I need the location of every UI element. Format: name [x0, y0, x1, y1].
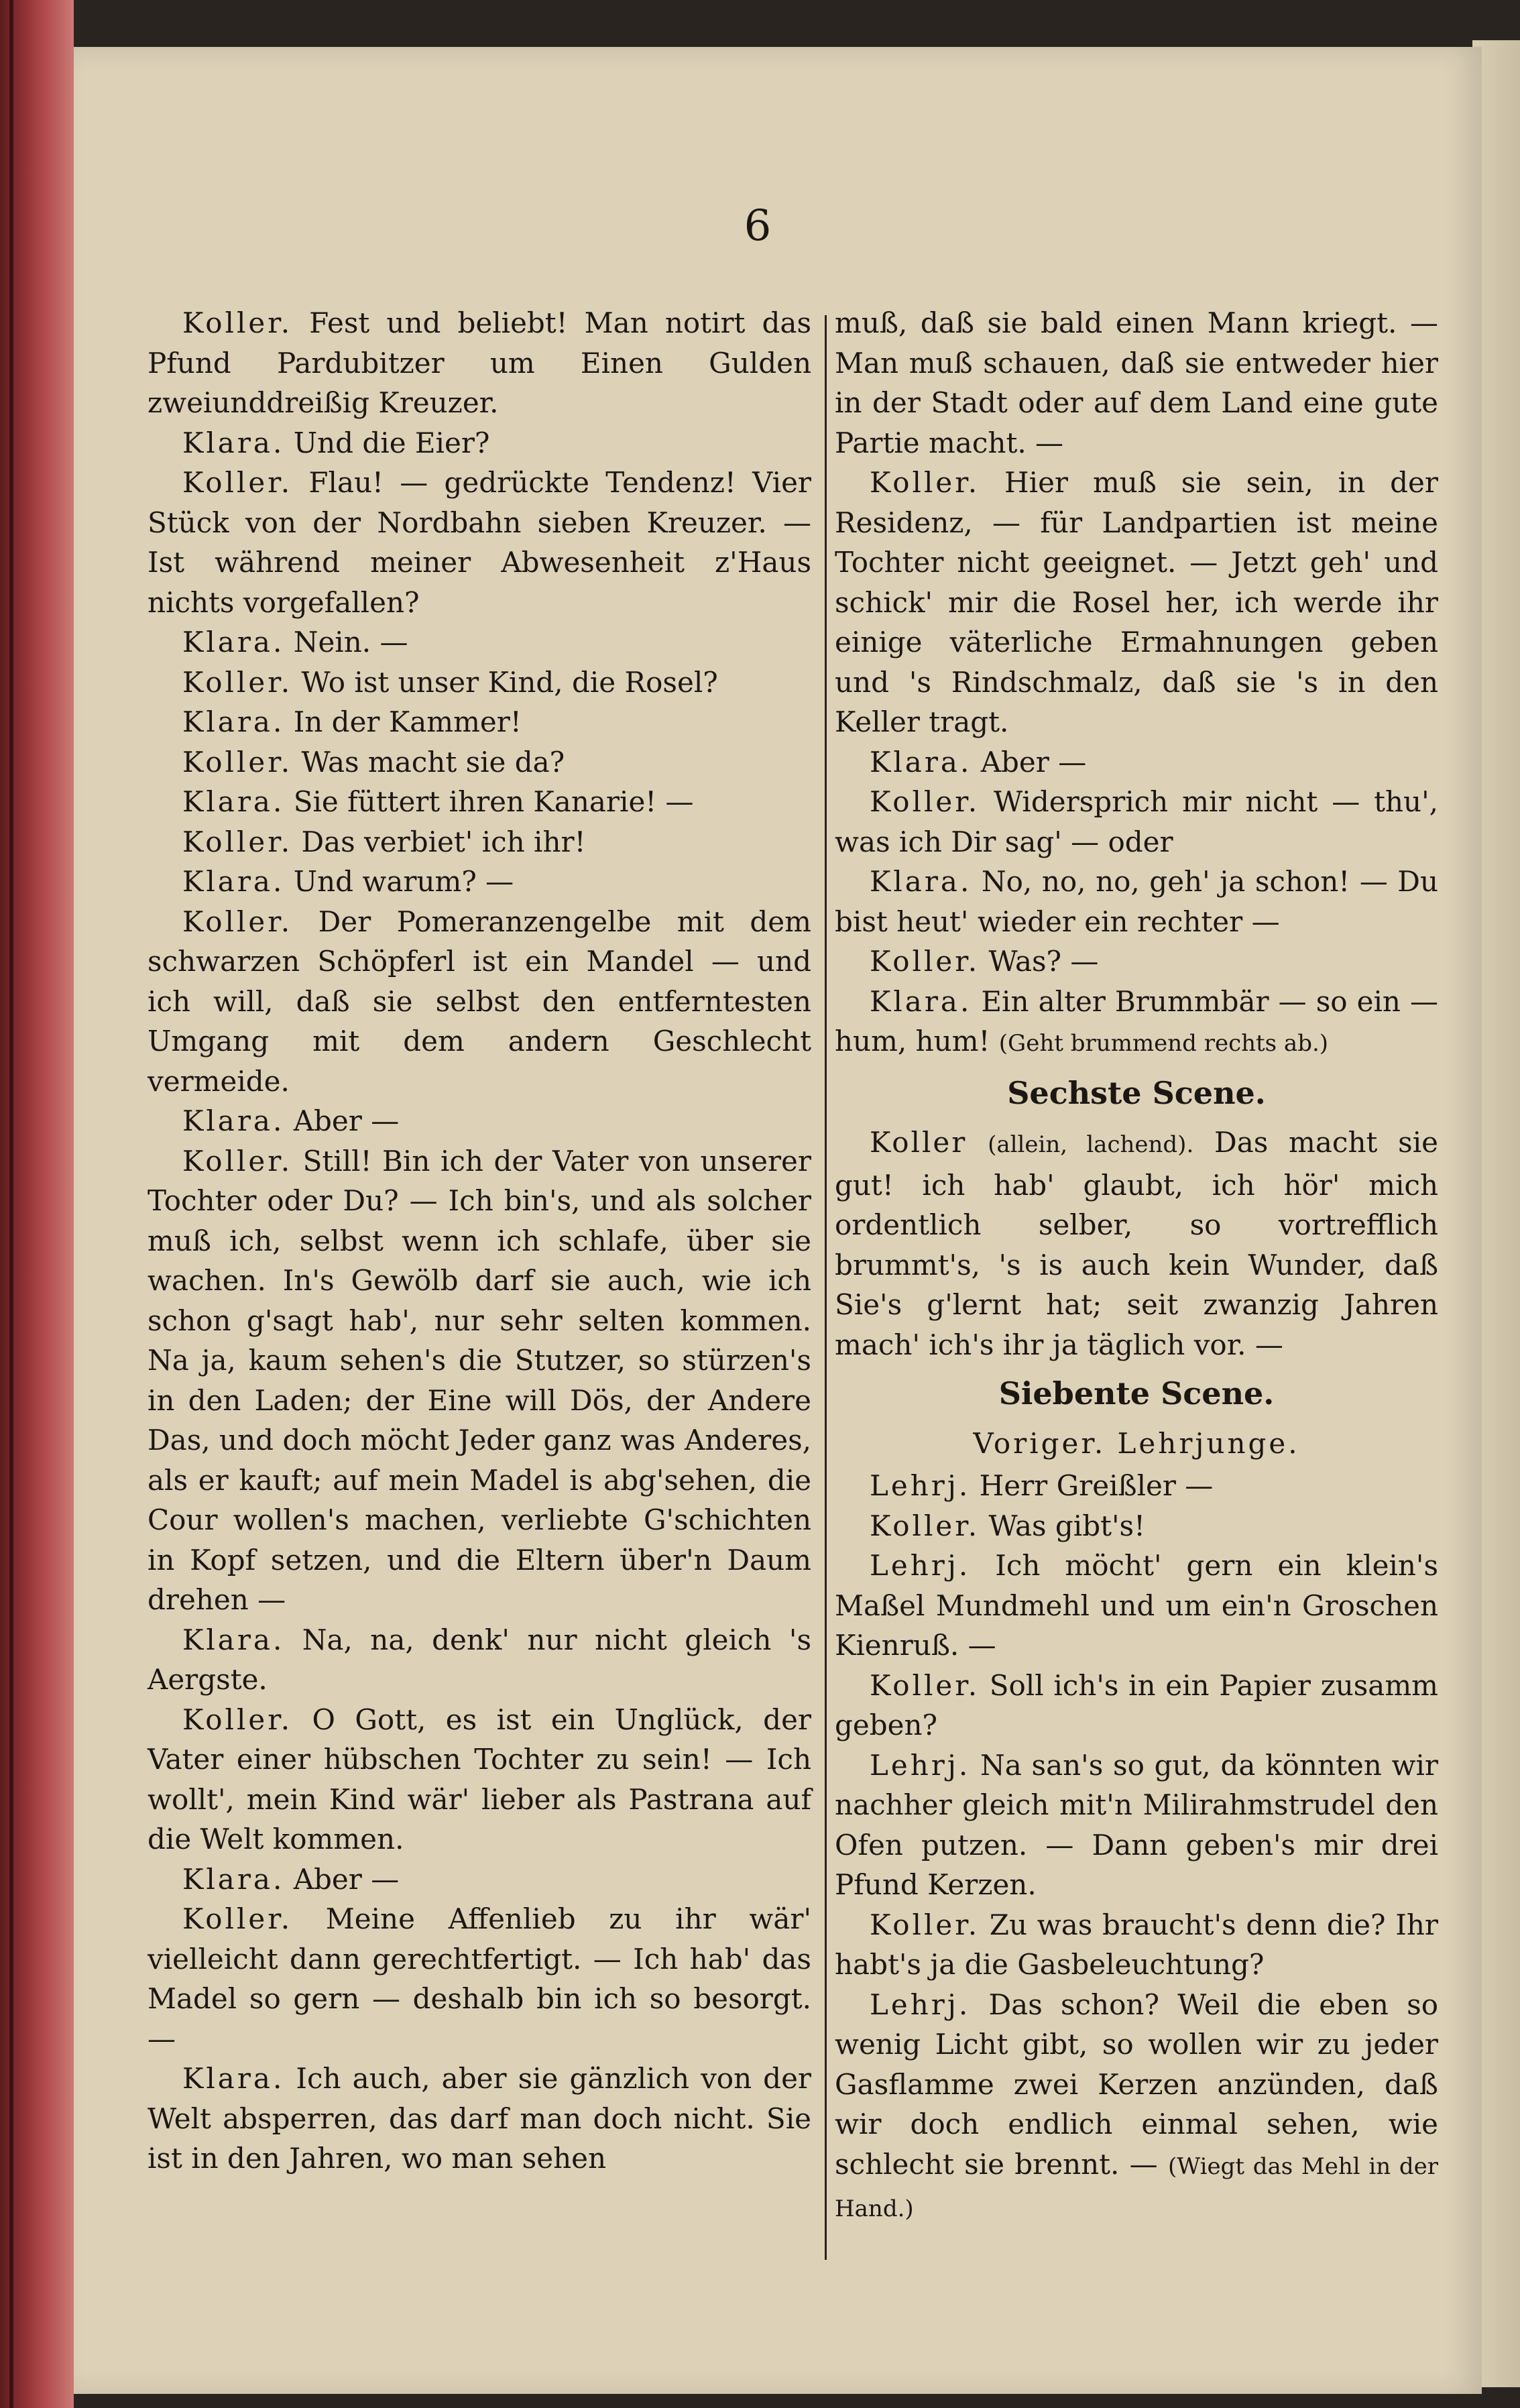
dialogue-paragraph: [148, 902, 811, 1102]
dialogue-paragraph: [148, 782, 811, 822]
dialogue-text: Ein alter Brummbär — so ein — hum, hum!: [835, 984, 1438, 1057]
speaker-name: Klara.: [182, 1104, 285, 1137]
dialogue-paragraph: [148, 1101, 811, 1141]
speaker-name: Lehrj.: [870, 1549, 971, 1582]
dialogue-paragraph: [148, 663, 811, 703]
dialogue-text: Soll ich's in ein Papier zusamm geben?: [835, 1668, 1438, 1741]
dialogue-paragraph: [835, 1985, 1438, 2230]
dialogue-paragraph: [148, 1141, 811, 1620]
dialogue-paragraph: [148, 423, 811, 463]
dialogue-text: Ich möcht' gern ein klein's Maßel Mundmehl und um ein'n Groschen Kienruß. —: [835, 1549, 1439, 1662]
left-text-column: [148, 303, 811, 2179]
dialogue-text: Nein. —: [293, 626, 408, 658]
dialogue-paragraph: [835, 941, 1438, 982]
speaker-name: Koller.: [182, 905, 293, 938]
speaker-name: Klara.: [182, 626, 285, 658]
speaker-name: Lehrj.: [870, 1469, 971, 1502]
dialogue-paragraph: [148, 702, 811, 742]
speaker-name: Klara.: [182, 785, 285, 818]
dialogue-text: No, no, no, geh' ja schon! — Du bist heut' wieder ein rechter —: [835, 865, 1438, 938]
dialogue-paragraph: [835, 1546, 1438, 1666]
speaker-name: Koller.: [870, 1509, 980, 1542]
speaker-name: Koller.: [870, 945, 980, 978]
scene-heading: Sechste Scene.: [1007, 1074, 1266, 1111]
dialogue-text: Widersprich mir nicht — thu', was ich Dir sag' — oder: [835, 785, 1438, 858]
dialogue-paragraph: [148, 2059, 811, 2179]
stage-direction: (Wiegt das Mehl in der Hand.): [835, 2153, 1438, 2222]
book-spine-edge: [0, 0, 74, 2408]
speaker-name: Koller.: [870, 1668, 980, 1702]
speaker-name: Klara.: [182, 865, 285, 898]
dialogue-text: Und die Eier?: [293, 426, 490, 459]
dialogue-text: Flau! — gedrückte Tendenz! Vier Stück von der Nordbahn sieben Kreuzer. — Ist während meiner Abwesenheit z'Haus nichts vorgefallen?: [148, 466, 811, 619]
dialogue-paragraph: [148, 1899, 811, 2059]
dialogue-paragraph: [148, 303, 811, 423]
dialogue-paragraph: [148, 1859, 811, 1900]
dialogue-text: Der Pomeranzengelbe mit dem schwarzen Schöpferl ist ein Mandel — und ich will, daß sie selbst den entferntesten Umgang mit dem andern Geschlecht vermeide.: [148, 905, 811, 1098]
stage-direction: (allein, lachend).: [988, 1131, 1194, 1158]
dialogue-paragraph: [835, 1506, 1438, 1546]
dialogue-text: Und warum? —: [293, 865, 514, 898]
dialogue-paragraph: [148, 463, 811, 622]
speaker-name: Koller.: [182, 745, 293, 779]
speaker-name: Lehrj.: [870, 1748, 971, 1782]
dialogue-text: Still! Bin ich der Vater von unserer Tochter oder Du? — Ich bin's, und als solcher muß ich, selbst wenn ich schlafe, über sie wachen. In's Gewölb darf sie auch, wie ich schon g'sagt hab', nur sehr selten kommen. Na ja, kaum sehen's die Stutzer, so stürzen's in den Laden; der Eine will Dös, der Andere Das, und doch möcht Jeder ganz was Anderes, als er kauft; auf mein Madel is abg'sehen, die Cour wollen's machen, verliebte G'schichten in Kopf setzen, und die Eltern über'n Daum drehen —: [148, 1144, 811, 1616]
dialogue-text: Das schon? Weil die eben so wenig Licht gibt, so wollen wir zu jeder Gasflamme zwei Kerzen anzünden, daß wir doch endlich einmal sehen, wie schlecht sie brennt. —: [835, 1988, 1438, 2181]
dialogue-text: Das verbiet' ich ihr!: [301, 825, 586, 858]
scene-characters: Voriger. Lehrjunge.: [973, 1426, 1300, 1460]
dialogue-text: Was macht sie da?: [301, 745, 565, 779]
page-number: 6: [744, 201, 772, 251]
dialogue-text: Aber —: [293, 1104, 400, 1137]
dialogue-paragraph: [148, 1700, 811, 1859]
dialogue-text: Fest und beliebt! Man notirt das Pfund Pardubitzer um Einen Gulden zweiunddreißig Kreuzer.: [148, 306, 811, 419]
dialogue-text: O Gott, es ist ein Unglück, der Vater einer hübschen Tochter zu sein! — Ich wollt', mein Kind wär' lieber als Pastrana auf die Welt kommen.: [148, 1703, 812, 1855]
dialogue-text: muß, daß sie bald einen Mann kriegt. — Man muß schauen, daß sie entweder hier in der Stadt oder auf dem Land eine gute Partie macht. —: [835, 306, 1438, 459]
dialogue-paragraph: [835, 742, 1438, 783]
dialogue-text: Aber —: [293, 1862, 400, 1896]
speaker-name: Koller.: [870, 785, 980, 818]
speaker-name: Klara.: [182, 2062, 285, 2095]
dialogue-text: Zu was braucht's denn die? Ihr habt's ja die Gasbeleuchtung?: [835, 1908, 1438, 1981]
speaker-name: Lehrj.: [870, 1988, 971, 2021]
speaker-name: Koller.: [182, 665, 293, 699]
dialogue-text: Wo ist unser Kind, die Rosel?: [301, 665, 718, 699]
dialogue-paragraph: [835, 1905, 1438, 1985]
speaker-name: Koller.: [182, 466, 293, 499]
dialogue-text: Das macht sie gut! ich hab' glaubt, ich hör' mich ordentlich selber, so vortrefflich brummt's, 's is auch kein Wunder, daß Sie's g'lernt hat; seit zwanzig Jahren mach' ich's ihr ja täglich vor. —: [835, 1126, 1438, 1361]
dialogue-paragraph: [148, 862, 811, 902]
dialogue-text: Was? —: [988, 945, 1099, 978]
column-divider: [825, 315, 827, 2260]
dialogue-paragraph: [835, 782, 1438, 862]
speaker-name: Koller.: [182, 306, 293, 339]
dialogue-text: Na san's so gut, da könnten wir nachher gleich mit'n Milirahmstrudel den Ofen putzen. — Dann geben's mir drei Pfund Kerzen.: [835, 1748, 1438, 1901]
dialogue-paragraph: [835, 982, 1438, 1064]
dialogue-paragraph: [835, 1745, 1438, 1905]
right-text-column: [835, 303, 1438, 2230]
speaker-name: Koller.: [182, 1902, 293, 1935]
dialogue-paragraph: [148, 1620, 811, 1700]
dialogue-paragraph: [835, 862, 1438, 941]
dialogue-paragraph: [148, 822, 811, 862]
dialogue-text: Ich auch, aber sie gänzlich von der Welt absperren, das darf man doch nicht. Sie ist in den Jahren, wo man sehen: [148, 2062, 811, 2175]
speaker-name: Koller: [870, 1126, 968, 1159]
speaker-name: Klara.: [870, 745, 972, 779]
dialogue-paragraph: [148, 742, 811, 783]
speaker-name: Koller.: [182, 1144, 293, 1178]
dialogue-text: Was gibt's!: [988, 1509, 1145, 1542]
dialogue-paragraph: [835, 463, 1438, 742]
dialogue-text: Sie füttert ihren Kanarie! —: [293, 785, 694, 818]
speaker-name: Koller.: [182, 1703, 293, 1736]
dialogue-text: Hier muß sie sein, in der Residenz, — für Landpartien ist meine Tochter nicht geeignet. — Jetzt geh' und schick' mir die Rosel her, ich werde ihr einige väterliche Ermahnungen geben und 's Rindschmalz, daß sie 's in den Keller tragt.: [835, 466, 1438, 738]
speaker-name: Klara.: [182, 705, 285, 738]
speaker-name: Klara.: [870, 984, 972, 1018]
dialogue-text: Na, na, denk' nur nicht gleich 's Aergste.: [148, 1623, 811, 1696]
speaker-name: Klara.: [182, 1623, 285, 1656]
dialogue-paragraph: [835, 1466, 1438, 1506]
stage-direction: (Geht brummend rechts ab.): [998, 1030, 1329, 1057]
dialogue-text: Herr Greißler —: [979, 1469, 1214, 1502]
speaker-name: Klara.: [182, 426, 285, 459]
dialogue-paragraph: [835, 1666, 1438, 1745]
speaker-name: Koller.: [870, 1908, 980, 1941]
dialogue-text: In der Kammer!: [293, 705, 522, 738]
scene-heading: Siebente Scene.: [998, 1375, 1275, 1412]
dialogue-text: Aber —: [980, 745, 1087, 779]
dialogue-paragraph: [148, 622, 811, 663]
dialogue-paragraph: [835, 303, 1438, 463]
speaker-name: Koller.: [182, 825, 293, 858]
speaker-name: Klara.: [870, 865, 972, 898]
speaker-name: Klara.: [182, 1862, 285, 1896]
dialogue-paragraph: [835, 1123, 1438, 1365]
speaker-name: Koller.: [870, 466, 980, 499]
dialogue-text: Meine Affenlieb zu ihr wär' vielleicht dann gerechtfertigt. — Ich hab' das Madel so gern — deshalb bin ich so besorgt. —: [148, 1902, 811, 2055]
